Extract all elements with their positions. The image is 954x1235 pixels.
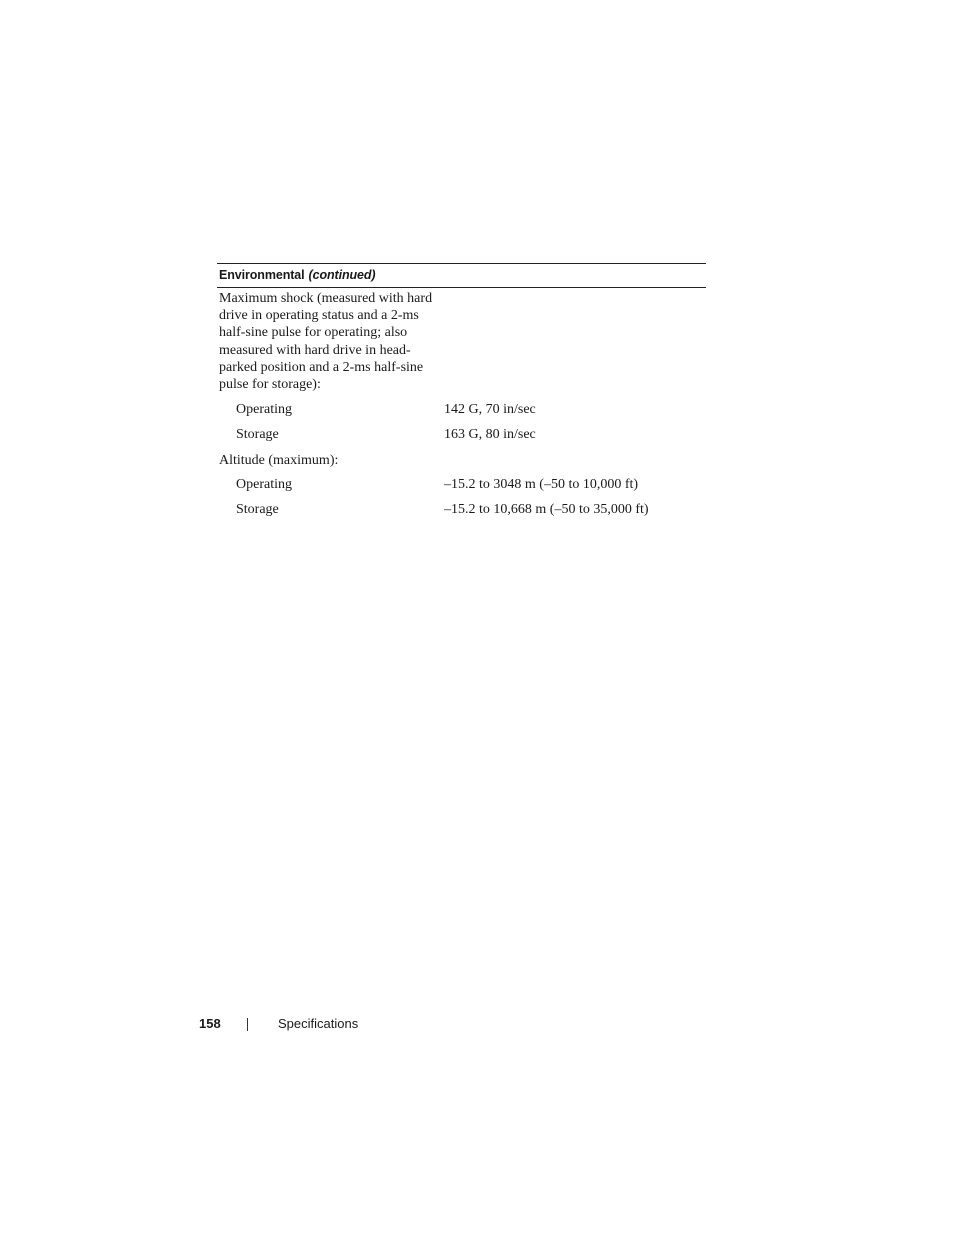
table-header-rule <box>217 287 706 288</box>
row-value: 142 G, 70 in/sec <box>444 402 536 417</box>
table-row <box>217 425 706 445</box>
table-title: Environmental <box>219 268 305 282</box>
table-row <box>217 475 706 495</box>
group-label-altitude: Altitude (maximum): <box>219 453 339 468</box>
group-label-max-shock: Maximum shock (measured with hard drive in operating status and a 2-ms half-sine pulse for operating; also measured with hard drive in head-parked position and a 2-ms half-sine pulse for storage): <box>219 291 433 393</box>
table-row <box>217 500 706 520</box>
row-value: –15.2 to 3048 m (–50 to 10,000 ft) <box>444 477 639 492</box>
row-label: Operating <box>236 402 292 417</box>
table-row <box>217 400 706 420</box>
page-number: 158 <box>199 1016 221 1031</box>
row-label: Storage <box>236 427 279 442</box>
row-label: Storage <box>236 502 279 517</box>
row-value: 163 G, 80 in/sec <box>444 427 536 442</box>
environmental-spec-table <box>217 263 706 517</box>
row-value: –15.2 to 10,668 m (–50 to 35,000 ft) <box>444 502 649 517</box>
row-label: Operating <box>236 477 292 492</box>
table-title-suffix: (continued) <box>308 268 376 282</box>
section-title: Specifications <box>278 1016 359 1031</box>
table-header <box>217 264 706 287</box>
footer-separator <box>247 1018 248 1031</box>
